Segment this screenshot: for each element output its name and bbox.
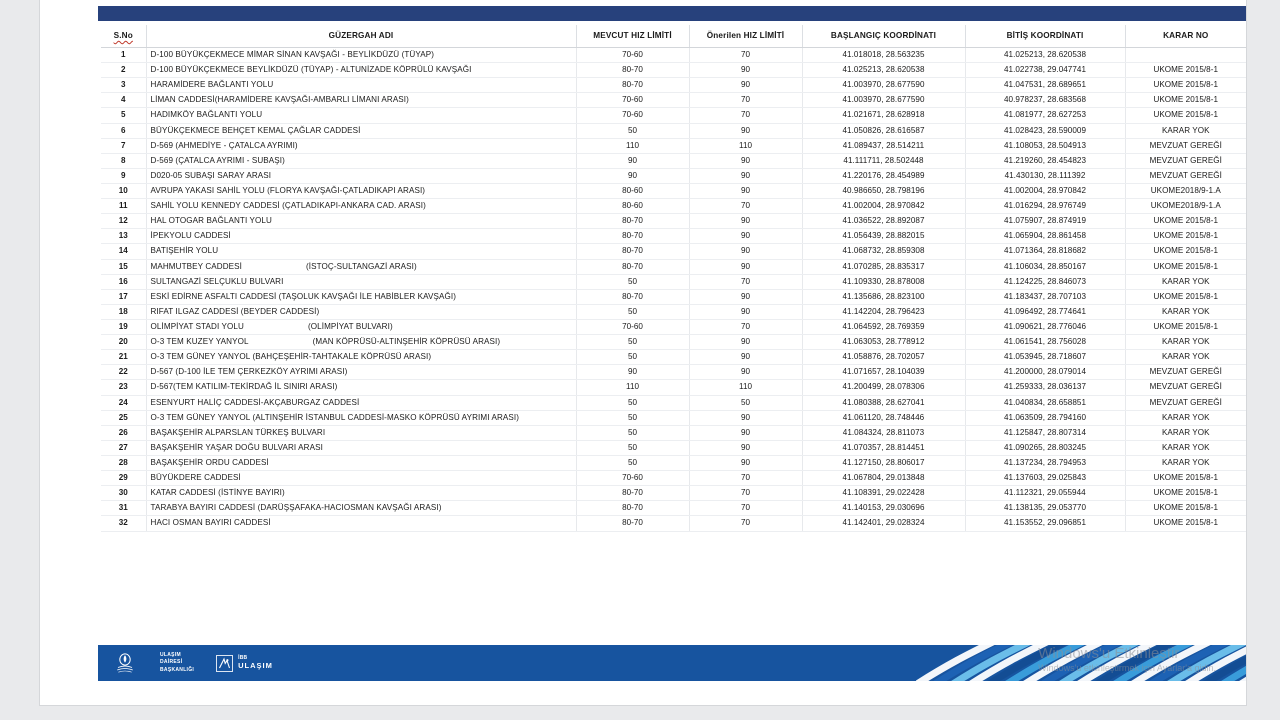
current-speed-limit: 80-70: [576, 229, 689, 244]
current-speed-limit: 50: [576, 425, 689, 440]
suggested-speed-limit: 90: [689, 229, 802, 244]
decision-number: UKOME 2015/8-1: [1125, 78, 1246, 93]
current-speed-limit: 80-70: [576, 516, 689, 531]
start-coordinate: 41.067804, 29.013848: [802, 471, 965, 486]
suggested-speed-limit: 90: [689, 289, 802, 304]
table-row: [101, 168, 1246, 183]
current-speed-limit: 70-60: [576, 93, 689, 108]
route-name: D-100 BÜYÜKÇEKMECE BEYLİKDÜZÜ (TÜYAP) - ALTUNİZADE KÖPRÜLÜ KAVŞAĞI: [146, 63, 576, 78]
current-speed-limit: 110: [576, 138, 689, 153]
row-index: 5: [101, 108, 146, 123]
route-name: BÜYÜKDERE CADDESİ: [146, 471, 576, 486]
route-name: HACI OSMAN BAYIRI CADDESİ: [146, 516, 576, 531]
end-coordinate: 41.430130, 28.111392: [965, 168, 1125, 183]
end-coordinate: 41.022738, 29.047741: [965, 63, 1125, 78]
route-name: SAHİL YOLU KENNEDY CADDESİ (ÇATLADIKAPI-ANKARA CAD. ARASI): [146, 199, 576, 214]
start-coordinate: 41.003970, 28.677590: [802, 93, 965, 108]
ulasim-brand-big: ULAŞIM: [238, 661, 273, 671]
current-speed-limit: 80-70: [576, 214, 689, 229]
current-speed-limit: 80-60: [576, 183, 689, 198]
table-row: [101, 471, 1246, 486]
current-speed-limit: 80-70: [576, 289, 689, 304]
row-index: 10: [101, 183, 146, 198]
table-row: [101, 63, 1246, 78]
suggested-speed-limit: 90: [689, 410, 802, 425]
route-name: D-100 BÜYÜKÇEKMECE MİMAR SİNAN KAVŞAĞI - BEYLİKDÜZÜ (TÜYAP): [146, 48, 576, 63]
left-gutter: [0, 0, 40, 720]
suggested-speed-limit: 90: [689, 304, 802, 319]
start-coordinate: 41.080388, 28.627041: [802, 395, 965, 410]
table-row: [101, 199, 1246, 214]
decision-number: UKOME2018/9-1.A: [1125, 199, 1246, 214]
decision-number: KARAR YOK: [1125, 350, 1246, 365]
current-speed-limit: 50: [576, 440, 689, 455]
suggested-speed-limit: 70: [689, 516, 802, 531]
ulasim-glyph-icon: [218, 657, 231, 670]
row-index: 13: [101, 229, 146, 244]
start-coordinate: 41.200499, 28.078306: [802, 380, 965, 395]
suggested-speed-limit: 70: [689, 274, 802, 289]
table-row: [101, 455, 1246, 470]
suggested-speed-limit: 90: [689, 153, 802, 168]
route-name-part-1: MAHMUTBEY CADDESİ: [150, 261, 242, 271]
row-index: 28: [101, 455, 146, 470]
current-speed-limit: 90: [576, 168, 689, 183]
current-speed-limit: 110: [576, 380, 689, 395]
route-name: TARABYA BAYIRI CADDESİ (DARÜŞŞAFAKA-HACIOSMAN KAVŞAĞI ARASI): [146, 501, 576, 516]
route-name-part-1: OLİMPİYAT STADI YOLU: [150, 321, 244, 331]
row-index: 2: [101, 63, 146, 78]
routes-table-container: [101, 25, 1246, 532]
decision-number: MEVZUAT GEREĞİ: [1125, 168, 1246, 183]
start-coordinate: 41.063053, 28.778912: [802, 335, 965, 350]
table-row: [101, 259, 1246, 274]
suggested-speed-limit: 90: [689, 244, 802, 259]
end-coordinate: 41.081977, 28.627253: [965, 108, 1125, 123]
table-row: [101, 319, 1246, 334]
table-row: [101, 516, 1246, 531]
table-row: [101, 274, 1246, 289]
decision-number: MEVZUAT GEREĞİ: [1125, 365, 1246, 380]
end-coordinate: 41.028423, 28.590009: [965, 123, 1125, 138]
row-index: 29: [101, 471, 146, 486]
row-index: 20: [101, 335, 146, 350]
suggested-speed-limit: 90: [689, 440, 802, 455]
start-coordinate: 41.071657, 28.104039: [802, 365, 965, 380]
watermark-line-1: Windows'u Etkinleştir: [1038, 644, 1180, 662]
row-index: 25: [101, 410, 146, 425]
current-speed-limit: 50: [576, 123, 689, 138]
route-name: [146, 259, 576, 274]
start-coordinate: 41.142204, 28.796423: [802, 304, 965, 319]
end-coordinate: 41.090621, 28.776046: [965, 319, 1125, 334]
row-index: 21: [101, 350, 146, 365]
end-coordinate: 41.138135, 29.053770: [965, 501, 1125, 516]
decision-number: UKOME 2015/8-1: [1125, 108, 1246, 123]
start-coordinate: 41.068732, 28.859308: [802, 244, 965, 259]
route-name: D-569 (ÇATALCA AYRIMI - SUBAŞI): [146, 153, 576, 168]
top-blue-banner: [98, 6, 1246, 21]
current-speed-limit: 70-60: [576, 108, 689, 123]
suggested-speed-limit: 50: [689, 395, 802, 410]
table-row: [101, 78, 1246, 93]
route-name: BÜYÜKÇEKMECE BEHÇET KEMAL ÇAĞLAR CADDESİ: [146, 123, 576, 138]
route-name: O-3 TEM GÜNEY YANYOL (BAHÇEŞEHİR-TAHTAKALE KÖPRÜSÜ ARASI): [146, 350, 576, 365]
decision-number: KARAR YOK: [1125, 335, 1246, 350]
row-index: 3: [101, 78, 146, 93]
decision-number: UKOME 2015/8-1: [1125, 471, 1246, 486]
current-speed-limit: 80-70: [576, 78, 689, 93]
decision-number: KARAR YOK: [1125, 455, 1246, 470]
table-header-row: [101, 25, 1246, 48]
start-coordinate: 41.135686, 28.823100: [802, 289, 965, 304]
row-index: 15: [101, 259, 146, 274]
row-index: 32: [101, 516, 146, 531]
suggested-speed-limit: 70: [689, 93, 802, 108]
row-index: 16: [101, 274, 146, 289]
route-name-part-2: (OLİMPİYAT BULVARI): [307, 321, 393, 331]
current-speed-limit: 50: [576, 304, 689, 319]
ibb-ulasim-logo: [216, 655, 273, 672]
route-name: D-569 (AHMEDİYE - ÇATALCA AYRIMI): [146, 138, 576, 153]
end-coordinate: 41.106034, 28.850167: [965, 259, 1125, 274]
row-index: 22: [101, 365, 146, 380]
routes-table: [101, 25, 1246, 532]
route-name: ESKİ EDİRNE ASFALTI CADDESİ (TAŞOLUK KAVŞAĞI İLE HABİBLER KAVŞAĞI): [146, 289, 576, 304]
suggested-speed-limit: 90: [689, 63, 802, 78]
right-gutter: [1246, 0, 1280, 720]
route-name: BAŞAKŞEHİR YAŞAR DOĞU BULVARI ARASI: [146, 440, 576, 455]
current-speed-limit: 80-60: [576, 199, 689, 214]
end-coordinate: 41.002004, 28.970842: [965, 183, 1125, 198]
table-row: [101, 395, 1246, 410]
table-row: [101, 365, 1246, 380]
suggested-speed-limit: 90: [689, 259, 802, 274]
start-coordinate: 41.084324, 28.811073: [802, 425, 965, 440]
table-row: [101, 138, 1246, 153]
route-name: BATIŞEHİR YOLU: [146, 244, 576, 259]
column-header-route-name: GÜZERGAH ADI: [146, 25, 576, 48]
suggested-speed-limit: 70: [689, 108, 802, 123]
row-index: 17: [101, 289, 146, 304]
start-coordinate: 41.036522, 28.892087: [802, 214, 965, 229]
table-row: [101, 214, 1246, 229]
column-header-decision-no: KARAR NO: [1125, 25, 1246, 48]
end-coordinate: 41.183437, 28.707103: [965, 289, 1125, 304]
decision-number: UKOME 2015/8-1: [1125, 63, 1246, 78]
end-coordinate: 41.112321, 29.055944: [965, 486, 1125, 501]
decision-number: [1125, 48, 1246, 63]
ulasim-brand-text: [238, 655, 273, 672]
row-index: 11: [101, 199, 146, 214]
suggested-speed-limit: 90: [689, 123, 802, 138]
end-coordinate: 41.108053, 28.504913: [965, 138, 1125, 153]
ulasim-daire-logo-text: ULAŞIM DAİRESİ BAŞKANLIĞI: [160, 652, 195, 673]
route-name: RIFAT ILGAZ CADDESİ (BEYDER CADDESİ): [146, 304, 576, 319]
end-coordinate: 41.061541, 28.756028: [965, 335, 1125, 350]
table-row: [101, 486, 1246, 501]
table-row: [101, 335, 1246, 350]
decision-number: UKOME 2015/8-1: [1125, 259, 1246, 274]
end-coordinate: 41.124225, 28.846073: [965, 274, 1125, 289]
start-coordinate: 41.064592, 28.769359: [802, 319, 965, 334]
footer-band: [98, 645, 1246, 681]
suggested-speed-limit: 70: [689, 199, 802, 214]
ibb-emblem-icon: [113, 651, 137, 675]
table-row: [101, 410, 1246, 425]
current-speed-limit: 80-70: [576, 244, 689, 259]
current-speed-limit: 80-70: [576, 63, 689, 78]
current-speed-limit: 80-70: [576, 501, 689, 516]
start-coordinate: 41.003970, 28.677590: [802, 78, 965, 93]
current-speed-limit: 50: [576, 455, 689, 470]
decision-number: KARAR YOK: [1125, 274, 1246, 289]
ulasim-mark-icon: [216, 655, 233, 672]
start-coordinate: 41.111711, 28.502448: [802, 153, 965, 168]
decision-number: MEVZUAT GEREĞİ: [1125, 395, 1246, 410]
start-coordinate: 41.140153, 29.030696: [802, 501, 965, 516]
table-row: [101, 501, 1246, 516]
row-index: 23: [101, 380, 146, 395]
table-row: [101, 93, 1246, 108]
route-name: LİMAN CADDESİ(HARAMİDERE KAVŞAĞI-AMBARLI LİMANI ARASI): [146, 93, 576, 108]
column-header-no: S.No: [101, 25, 146, 48]
start-coordinate: 41.070285, 28.835317: [802, 259, 965, 274]
row-index: 6: [101, 123, 146, 138]
end-coordinate: 41.040834, 28.658851: [965, 395, 1125, 410]
start-coordinate: 41.021671, 28.628918: [802, 108, 965, 123]
decision-number: UKOME 2015/8-1: [1125, 501, 1246, 516]
end-coordinate: 41.071364, 28.818682: [965, 244, 1125, 259]
end-coordinate: 41.090265, 28.803245: [965, 440, 1125, 455]
decision-number: MEVZUAT GEREĞİ: [1125, 380, 1246, 395]
suggested-speed-limit: 70: [689, 319, 802, 334]
route-name: AVRUPA YAKASI SAHİL YOLU (FLORYA KAVŞAĞI-ÇATLADIKAPI ARASI): [146, 183, 576, 198]
stripes-icon: [916, 645, 1246, 681]
suggested-speed-limit: 110: [689, 138, 802, 153]
suggested-speed-limit: 70: [689, 471, 802, 486]
start-coordinate: 41.127150, 28.806017: [802, 455, 965, 470]
suggested-speed-limit: 90: [689, 78, 802, 93]
route-name: D-567(TEM KATILIM-TEKİRDAĞ İL SINIRI ARASI): [146, 380, 576, 395]
current-speed-limit: 50: [576, 335, 689, 350]
current-speed-limit: 50: [576, 395, 689, 410]
end-coordinate: 41.219260, 28.454823: [965, 153, 1125, 168]
table-row: [101, 350, 1246, 365]
current-speed-limit: 80-70: [576, 259, 689, 274]
end-coordinate: 41.137234, 28.794953: [965, 455, 1125, 470]
route-name: İPEKYOLU CADDESİ: [146, 229, 576, 244]
current-speed-limit: 50: [576, 350, 689, 365]
decision-number: UKOME 2015/8-1: [1125, 244, 1246, 259]
route-name: D-567 (D-100 İLE TEM ÇERKEZKÖY AYRIMI ARASI): [146, 365, 576, 380]
end-coordinate: 41.053945, 28.718607: [965, 350, 1125, 365]
route-name: D020-05 SUBAŞI SARAY ARASI: [146, 168, 576, 183]
row-index: 7: [101, 138, 146, 153]
current-speed-limit: 90: [576, 365, 689, 380]
start-coordinate: 41.070357, 28.814451: [802, 440, 965, 455]
route-name: KATAR CADDESİ (İSTİNYE BAYIRI): [146, 486, 576, 501]
watermark-line-2: Windows'u etkinleştirmek için Ayarlar'a gidin.: [1038, 663, 1216, 674]
current-speed-limit: 80-70: [576, 486, 689, 501]
suggested-speed-limit: 70: [689, 48, 802, 63]
route-name-part-2: (MAN KÖPRÜSÜ-ALTINŞEHİR KÖPRÜSÜ ARASI): [312, 337, 501, 347]
end-coordinate: 41.200000, 28.079014: [965, 365, 1125, 380]
end-coordinate: 41.259333, 28.036137: [965, 380, 1125, 395]
footer-logos: [112, 649, 273, 677]
table-row: [101, 289, 1246, 304]
start-coordinate: 41.220176, 28.454989: [802, 168, 965, 183]
start-coordinate: 41.002004, 28.970842: [802, 199, 965, 214]
routes-table-body: [101, 48, 1246, 532]
route-name: HARAMİDERE BAĞLANTI YOLU: [146, 78, 576, 93]
row-index: 31: [101, 501, 146, 516]
row-index: 19: [101, 319, 146, 334]
suggested-speed-limit: 90: [689, 214, 802, 229]
footer-stripes-decoration: [916, 645, 1246, 681]
route-name: SULTANGAZİ SELÇUKLU BULVARI: [146, 274, 576, 289]
table-row: [101, 48, 1246, 63]
decision-number: KARAR YOK: [1125, 304, 1246, 319]
start-coordinate: 41.142401, 29.028324: [802, 516, 965, 531]
current-speed-limit: 90: [576, 153, 689, 168]
end-coordinate: 41.153552, 29.096851: [965, 516, 1125, 531]
row-index: 24: [101, 395, 146, 410]
start-coordinate: 41.089437, 28.514211: [802, 138, 965, 153]
row-index: 9: [101, 168, 146, 183]
route-name: [146, 335, 576, 350]
route-name: BAŞAKŞEHİR ALPARSLAN TÜRKEŞ BULVARI: [146, 425, 576, 440]
end-coordinate: 41.075907, 28.874919: [965, 214, 1125, 229]
row-index: 14: [101, 244, 146, 259]
current-speed-limit: 70-60: [576, 319, 689, 334]
decision-number: KARAR YOK: [1125, 425, 1246, 440]
table-row: [101, 123, 1246, 138]
route-name: O-3 TEM GÜNEY YANYOL (ALTINŞEHİR İSTANBUL CADDESİ-MASKO KÖPRÜSÜ AYRIMI ARASI): [146, 410, 576, 425]
start-coordinate: 41.058876, 28.702057: [802, 350, 965, 365]
suggested-speed-limit: 90: [689, 350, 802, 365]
suggested-speed-limit: 70: [689, 486, 802, 501]
end-coordinate: 41.016294, 28.976749: [965, 199, 1125, 214]
current-speed-limit: 50: [576, 274, 689, 289]
end-coordinate: 41.047531, 28.689651: [965, 78, 1125, 93]
decision-number: KARAR YOK: [1125, 410, 1246, 425]
suggested-speed-limit: 90: [689, 455, 802, 470]
table-row: [101, 244, 1246, 259]
current-speed-limit: 50: [576, 410, 689, 425]
start-coordinate: 41.061120, 28.748446: [802, 410, 965, 425]
start-coordinate: 41.018018, 28.563235: [802, 48, 965, 63]
row-index: 26: [101, 425, 146, 440]
column-header-current-limit: MEVCUT HIZ LİMİTİ: [576, 25, 689, 48]
route-name: ESENYURT HALİÇ CADDESİ-AKÇABURGAZ CADDESİ: [146, 395, 576, 410]
ibb-logo-icon: [112, 650, 138, 676]
decision-number: KARAR YOK: [1125, 440, 1246, 455]
end-coordinate: 41.125847, 28.807314: [965, 425, 1125, 440]
start-coordinate: 40.986650, 28.798196: [802, 183, 965, 198]
suggested-speed-limit: 110: [689, 380, 802, 395]
row-index: 8: [101, 153, 146, 168]
table-row: [101, 440, 1246, 455]
end-coordinate: 41.025213, 28.620538: [965, 48, 1125, 63]
decision-number: UKOME2018/9-1.A: [1125, 183, 1246, 198]
suggested-speed-limit: 90: [689, 335, 802, 350]
start-coordinate: 41.108391, 29.022428: [802, 486, 965, 501]
row-index: 12: [101, 214, 146, 229]
suggested-speed-limit: 90: [689, 168, 802, 183]
suggested-speed-limit: 90: [689, 365, 802, 380]
suggested-speed-limit: 90: [689, 425, 802, 440]
current-speed-limit: 70-60: [576, 48, 689, 63]
row-index: 4: [101, 93, 146, 108]
decision-number: UKOME 2015/8-1: [1125, 93, 1246, 108]
end-coordinate: 41.063509, 28.794160: [965, 410, 1125, 425]
route-name: HAL OTOGAR BAĞLANTI YOLU: [146, 214, 576, 229]
column-header-end-coord: BİTİŞ KOORDİNATI: [965, 25, 1125, 48]
end-coordinate: 40.978237, 28.683568: [965, 93, 1125, 108]
suggested-speed-limit: 70: [689, 501, 802, 516]
table-row: [101, 153, 1246, 168]
decision-number: UKOME 2015/8-1: [1125, 319, 1246, 334]
decision-number: KARAR YOK: [1125, 123, 1246, 138]
row-index: 18: [101, 304, 146, 319]
route-name-part-1: O-3 TEM KUZEY YANYOL: [150, 337, 249, 347]
route-name-part-2: (İSTOÇ-SULTANGAZİ ARASI): [306, 261, 417, 271]
end-coordinate: 41.137603, 29.025843: [965, 471, 1125, 486]
table-row: [101, 183, 1246, 198]
decision-number: UKOME 2015/8-1: [1125, 516, 1246, 531]
table-row: [101, 304, 1246, 319]
start-coordinate: 41.025213, 28.620538: [802, 63, 965, 78]
slide-canvas: [40, 0, 1246, 705]
route-name: BAŞAKŞEHİR ORDU CADDESİ: [146, 455, 576, 470]
decision-number: MEVZUAT GEREĞİ: [1125, 138, 1246, 153]
start-coordinate: 41.056439, 28.882015: [802, 229, 965, 244]
decision-number: UKOME 2015/8-1: [1125, 229, 1246, 244]
ulasim-brand-small: İBB: [238, 654, 248, 661]
column-header-start-coord: BAŞLANGIÇ KOORDİNATI: [802, 25, 965, 48]
table-row: [101, 425, 1246, 440]
row-index: 30: [101, 486, 146, 501]
decision-number: UKOME 2015/8-1: [1125, 289, 1246, 304]
route-name: [146, 319, 576, 334]
table-row: [101, 380, 1246, 395]
end-coordinate: 41.096492, 28.774641: [965, 304, 1125, 319]
current-speed-limit: 70-60: [576, 471, 689, 486]
row-index: 27: [101, 440, 146, 455]
row-index: 1: [101, 48, 146, 63]
table-row: [101, 229, 1246, 244]
start-coordinate: 41.050826, 28.616587: [802, 123, 965, 138]
route-name: HADIMKÖY BAĞLANTI YOLU: [146, 108, 576, 123]
decision-number: UKOME 2015/8-1: [1125, 214, 1246, 229]
decision-number: UKOME 2015/8-1: [1125, 486, 1246, 501]
start-coordinate: 41.109330, 28.878008: [802, 274, 965, 289]
end-coordinate: 41.065904, 28.861458: [965, 229, 1125, 244]
column-header-suggested-limit: Önerilen HIZ LİMİTİ: [689, 25, 802, 48]
decision-number: MEVZUAT GEREĞİ: [1125, 153, 1246, 168]
table-row: [101, 108, 1246, 123]
suggested-speed-limit: 90: [689, 183, 802, 198]
